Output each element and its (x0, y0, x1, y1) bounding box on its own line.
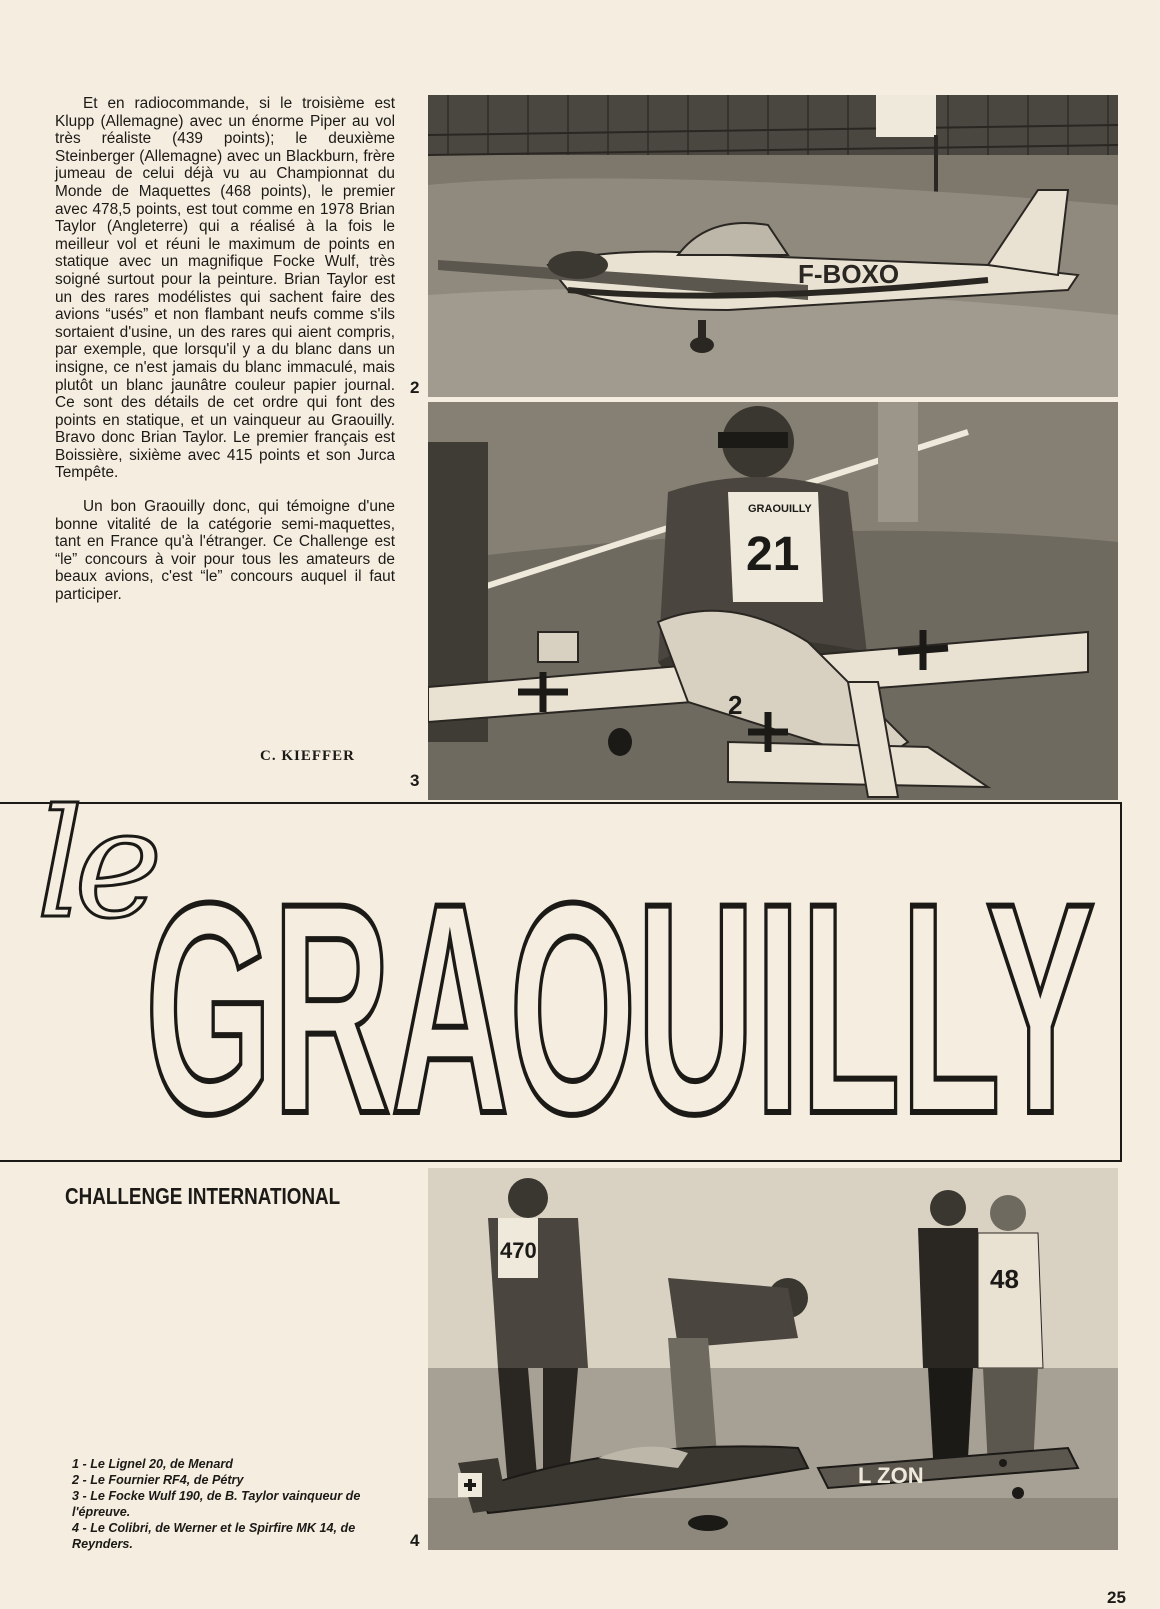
colibri-spitfire-image (428, 1168, 1118, 1550)
photo-colibri-spitfire (428, 1168, 1118, 1550)
author-signature: C. KIEFFER (260, 748, 356, 764)
photo-number-3: 3 (410, 771, 420, 790)
caption-1: 1 - Le Lignel 20, de Menard (72, 1457, 233, 1471)
title-main-text: GRAOUILLY (145, 880, 1095, 1130)
bib-48: 48 (990, 1264, 1019, 1294)
photo-number-2: 2 (410, 378, 420, 397)
article-paragraph-1: Et en radiocommande, si le troisième est Klupp (Allemagne) avec un énorme Piper au vol très réaliste (439 points); le deuxième Steinberger (Allemagne) avec un Blackburn, frère jumeau de celui déjà vu au Championnat du Monde de Maquettes (468 points), le premier avec 478,5 points, est tout comme en 1978 Brian Taylor (Angleterre) qui a réalisé à la fois le meilleur vol et réuni le maximum de points en statique avec un magnifique Focke Wulf, très soigné surtout pour la peinture. Brian Taylor est un des rares modélistes qui sachent faire des avions “usés” et non flambant neufs comme s'ils sortaient d'usine, un des rares qui aient compris, par exemple, que lorsqu'il y a du blanc dans un insigne, ce n'est jamais du blanc immaculé, mais plutôt un blanc jaunâtre couleur papier journal. Ce sont des détails de cet ordre qui font des points en statique, et un vainqueur au Graouilly. Bravo donc Brian Taylor. Le premier français est Boissière, sixième avec 415 points et son Jurca Tempête. (55, 95, 395, 482)
photo-captions (72, 1456, 412, 1552)
title-le: le (36, 778, 153, 952)
caption-2: 2 - Le Fournier RF4, de Pétry (72, 1473, 244, 1487)
aircraft-registration: F-BOXO (798, 259, 900, 289)
title-graouilly (140, 880, 1100, 1130)
photo-focke-wulf (428, 402, 1118, 800)
spitfire-code: L ZON (858, 1463, 924, 1488)
bib-text: GRAOUILLY (748, 503, 812, 515)
focke-wulf-image (428, 402, 1118, 800)
page-number: 25 (1107, 1588, 1126, 1607)
photo-fournier-rf4 (428, 95, 1118, 397)
bib-470: 470 (500, 1238, 537, 1263)
caption-3: 3 - Le Focke Wulf 190, de B. Taylor vainqueur de l'épreuve. (72, 1489, 361, 1519)
article-paragraph-2: Un bon Graouilly donc, qui témoigne d'une bonne vitalité de la catégorie semi-maquettes, tant en France qu'à l'étranger. Ce Challenge est “le” concours à voir pour tous les amateurs de beaux avions, c'est “le” concours auquel il faut participer. (55, 498, 395, 604)
fuselage-number: 2 (728, 690, 743, 720)
photo-number-4: 4 (410, 1531, 420, 1550)
bib-number: 21 (746, 528, 800, 581)
fournier-rf4-image (428, 95, 1118, 397)
subtitle: CHALLENGE INTERNATIONAL (65, 1183, 341, 1209)
article-text-column (55, 95, 395, 620)
caption-4: 4 - Le Colibri, de Werner et le Spirfire MK 14, de Reynders. (72, 1521, 356, 1551)
